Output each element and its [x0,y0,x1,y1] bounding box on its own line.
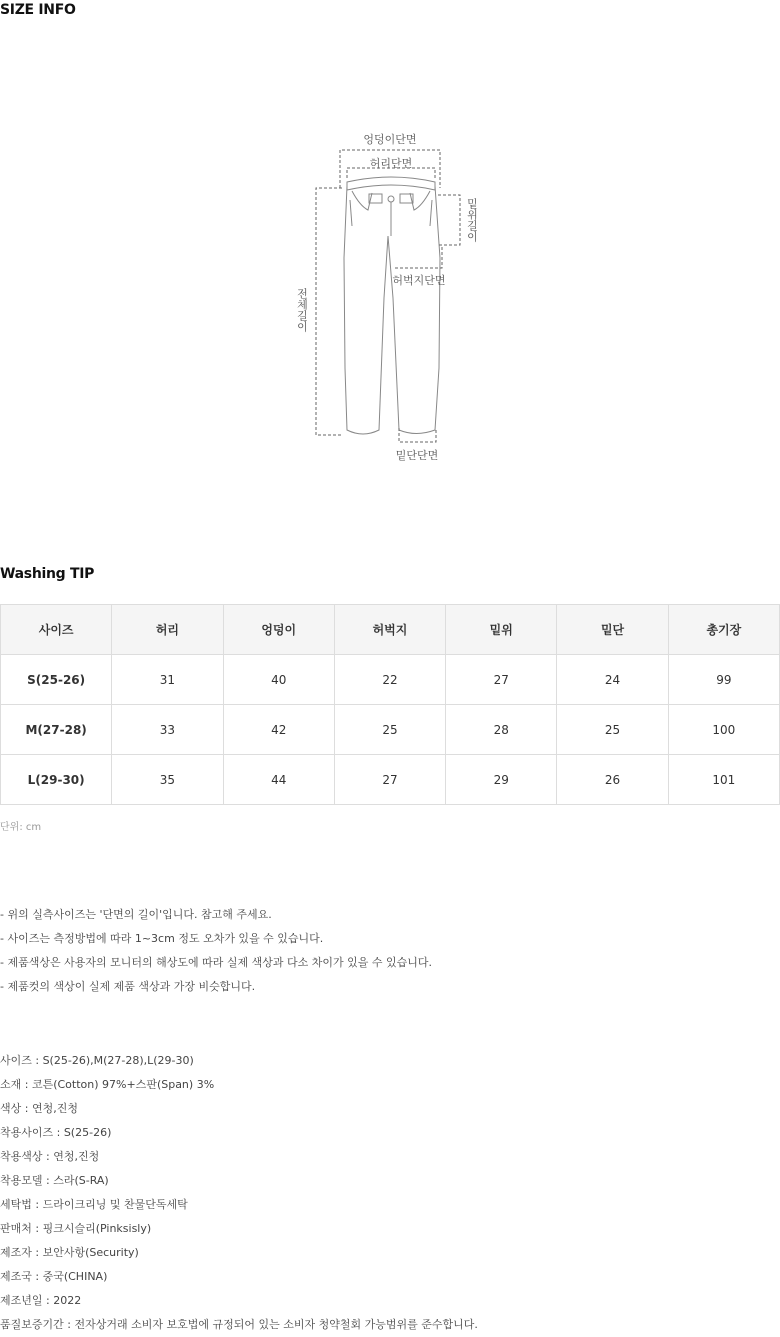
col-hip: 엉덩이 [223,605,334,655]
spec-line: 색상 : 연청,진청 [0,1102,78,1115]
thigh-label: 허벅지단면 [392,274,446,287]
col-thigh: 허벅지 [334,605,445,655]
table-cell: 33 [112,705,223,755]
table-row [1,655,780,705]
col-size: 사이즈 [1,605,112,655]
size-note: - 사이즈는 측정방법에 따라 1~3cm 정도 오차가 있을 수 있습니다. [0,932,324,945]
table-cell: S(25-26) [1,655,112,705]
table-cell: M(27-28) [1,705,112,755]
spec-line: 소재 : 코튼(Cotton) 97%+스판(Span) 3% [0,1078,215,1091]
table-header-row [1,605,780,655]
table-row [1,705,780,755]
table-cell: 99 [668,655,779,705]
size-note: - 제품컷의 색상이 실제 제품 색상과 가장 비슷합니다. [0,980,256,993]
spec-line: 세탁법 : 드라이크리닝 및 찬물단독세탁 [0,1198,188,1211]
spec-line: 착용사이즈 : S(25-26) [0,1126,112,1139]
size-table [0,604,780,805]
table-cell: 29 [446,755,557,805]
spec-line: 사이즈 : S(25-26),M(27-28),L(29-30) [0,1054,194,1067]
table-cell: 100 [668,705,779,755]
spec-line: 판매처 : 핑크시슬리(Pinksisly) [0,1222,152,1235]
spec-line: 품질보증기간 : 전자상거래 소비자 보호법에 규정되어 있는 소비자 청약철회 가능범위를 준수합니다. [0,1318,478,1331]
rise-label: 밑위길이 [465,198,479,242]
spec-line: 제조자 : 보안사항(Security) [0,1246,139,1259]
col-waist: 허리 [112,605,223,655]
col-rise: 밑위 [446,605,557,655]
pants-size-diagram [290,128,479,468]
col-hem: 밑단 [557,605,668,655]
spec-line: 착용색상 : 연청,진청 [0,1150,100,1163]
size-note: - 위의 실측사이즈는 '단면의 길이'입니다. 참고해 주세요. [0,908,272,921]
hip-label: 엉덩이단면 [363,133,417,146]
table-cell: 24 [557,655,668,705]
spec-line: 착용모델 : 스라(S-RA) [0,1174,109,1187]
table-cell: 44 [223,755,334,805]
table-cell: 28 [446,705,557,755]
waist-label: 허리단면 [369,157,413,170]
pants-illustration [344,177,440,434]
table-cell: 27 [446,655,557,705]
size-note: - 제품색상은 사용자의 모니터의 해상도에 따라 실제 색상과 다소 차이가 있을 수 있습니다. [0,956,432,969]
hem-label: 밑단단면 [395,449,439,462]
table-row [1,755,780,805]
spec-line: 제조국 : 중국(CHINA) [0,1270,108,1283]
col-total-length: 총기장 [668,605,779,655]
size-info-title: SIZE INFO [0,2,76,18]
spec-line: 제조년일 : 2022 [0,1294,82,1307]
unit-note: 단위: cm [0,822,42,833]
table-cell: 27 [334,755,445,805]
table-cell: 101 [668,755,779,805]
table-cell: 22 [334,655,445,705]
table-cell: L(29-30) [1,755,112,805]
measure-guides [316,150,460,442]
table-cell: 31 [112,655,223,705]
table-cell: 26 [557,755,668,805]
table-cell: 42 [223,705,334,755]
table-cell: 25 [557,705,668,755]
total-length-label: 전체길이 [295,288,309,332]
table-cell: 35 [112,755,223,805]
table-cell: 25 [334,705,445,755]
washing-tip-title: Washing TIP [0,566,95,582]
table-cell: 40 [223,655,334,705]
